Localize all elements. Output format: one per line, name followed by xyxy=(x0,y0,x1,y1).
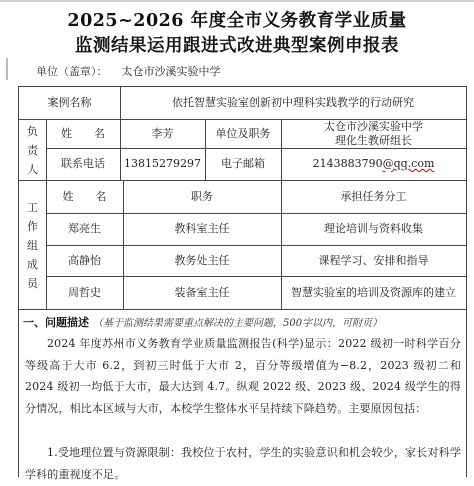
leader-email-value: 2143883790 @qq.com xyxy=(312,157,435,171)
application-form-table xyxy=(18,86,467,481)
team-member-task: 课程学习、安排和指导 xyxy=(318,253,429,267)
team-member-name: 周哲史 xyxy=(68,285,101,299)
unit-label: 单位（盖章）： xyxy=(36,65,108,78)
problem-paragraph-2: 1.受地理位置与资源限制：我校位于农村，学生的实验意识和机会较少，家长对科学学科的重视度不足。 xyxy=(25,446,461,481)
problem-paragraph-1: 2024 年度苏州市义务教育学业质量监测报告(科学)显示：2022 级初一时科学百分等级高于大市 6.2，到初三时低于大市 2，百分等级增值为−8.2，2023 级初二和 2024 级初一均低于大市，最大达到 4.7。纵观 2022 级、2023 级、2024 级学生的得分情况，相比本区域与大市，本校学生整体水平呈持续下降趋势。主要原因包括： xyxy=(25,337,461,415)
leader-unit-role-label: 单位及职务 xyxy=(215,126,271,140)
section-heading xyxy=(23,314,382,330)
team-member-role: 教科室主任 xyxy=(174,222,230,236)
unit-row xyxy=(36,63,221,79)
top-border xyxy=(0,0,474,2)
leader-phone-label: 联系电话 xyxy=(61,157,105,171)
team-member-task: 智慧实验室的培训及资源库的建立 xyxy=(291,285,456,299)
team-header-role: 职务 xyxy=(191,189,213,203)
team-member-name: 高静怡 xyxy=(68,253,101,267)
team-member-role: 装备室主任 xyxy=(174,285,230,299)
team-header-name: 姓 名 xyxy=(62,189,107,203)
case-name-value: 依托智慧实验室创新初中理科实践教学的行动研究 xyxy=(172,95,414,109)
case-name-label: 案例名称 xyxy=(47,95,92,109)
section-title: 一、问题描述 xyxy=(23,316,89,329)
leader-phone-value: 13815279297 xyxy=(124,157,201,171)
page-edge-mark xyxy=(6,58,8,80)
leader-name-label: 姓 名 xyxy=(61,126,105,140)
unit-value: 太仓市沙溪实验中学 xyxy=(121,65,221,78)
team-member-task: 理论培训与资料收集 xyxy=(324,222,423,236)
leader-side-label: 负 责 人 xyxy=(27,125,38,176)
leader-name-value: 李芳 xyxy=(151,126,174,140)
team-side-label: 工 作 组 成 员 xyxy=(27,201,38,290)
table-line xyxy=(19,309,466,310)
team-member-name: 郑亮生 xyxy=(68,222,101,236)
page-title-line2: 监测结果运用跟进式改进典型案例申报表 xyxy=(75,36,399,56)
leader-unit-role-value: 太仓市沙溪实验中学 理化生教研组长 xyxy=(324,119,423,147)
team-header-task: 承担任务分工 xyxy=(340,189,407,203)
team-member-role: 教务处主任 xyxy=(174,253,230,267)
page-title-line1: 2025~2026 年度全市义务教育学业质量 xyxy=(67,11,407,31)
section-hint: （基于监测结果需要重点解决的主要问题，500字以内，可附页） xyxy=(93,318,383,329)
leader-email-label: 电子邮箱 xyxy=(221,157,265,171)
